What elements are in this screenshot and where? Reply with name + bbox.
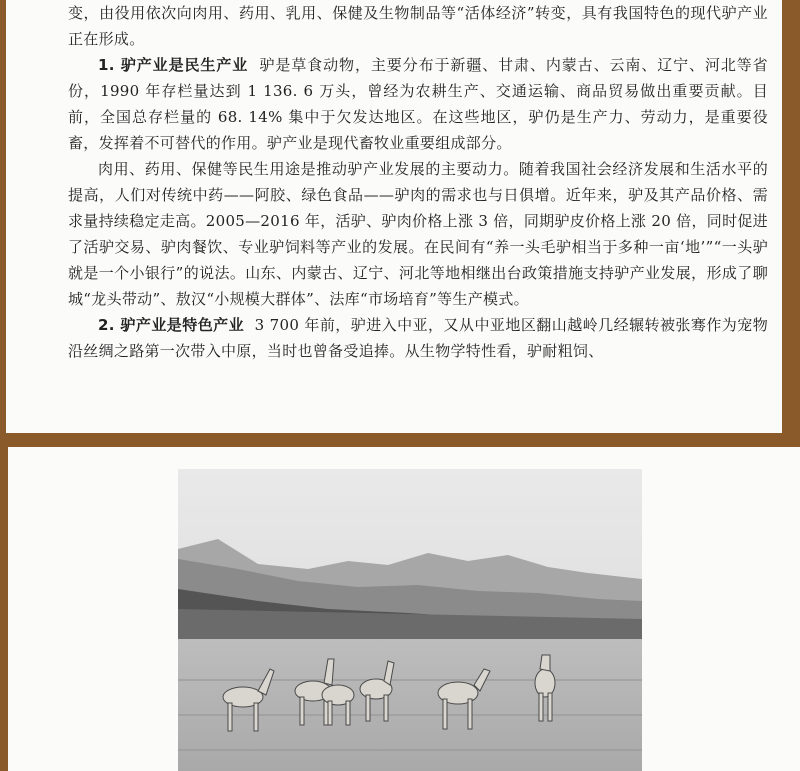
paragraph-4: [68, 312, 768, 364]
paragraph-2: [68, 52, 768, 156]
page-text: [68, 0, 768, 364]
paragraph-3: [68, 156, 768, 312]
paragraph-1: [68, 0, 768, 52]
paragraph-body: 变，由役用依次向肉用、药用、乳用、保健及生物制品等“活体经济”转变，具有我国特色的现代驴产业正在形成。: [68, 4, 768, 48]
paragraph-body: 肉用、药用、保健等民生用途是推动驴产业发展的主要动力。随着我国社会经济发展和生活水平的提高，人们对传统中药——阿胶、绿色食品——驴肉的需求也与日俱增。近年来，驴及其产品价格、需求量持续稳定走高。2005—2016 年，活驴、驴肉价格上涨 3 倍，同期驴皮价格上涨 20 倍，同时促进了活驴交易、驴肉餐饮、专业驴饲料等产业的发展。在民间有“养一头毛驴相当于多种一亩‘地’”“一头驴就是一个小银行”的说法。山东、内蒙古、辽宁、河北等地相继出台政策措施支持驴产业发展，形成了聊城“龙头带动”、敖汉“小规模大群体”、法库“市场培育”等生产模式。: [68, 160, 768, 308]
book-page-top: [6, 0, 782, 433]
paragraph-body: 驴是草食动物，主要分布于新疆、甘肃、内蒙古、云南、辽宁、河北等省份，1990 年存栏量达到 1 136. 6 万头，曾经为农耕生产、交通运输、商品贸易做出重要贡献。目前，全国总存栏量的 68. 14% 集中于欠发达地区。在这些地区，驴仍是生产力、劳动力，是重要役畜，发挥着不可替代的作用。驴产业是现代畜牧业重要组成部分。: [68, 56, 768, 152]
paragraph-body: 3 700 年前，驴进入中亚，又从中亚地区翻山越岭几经辗转被张骞作为宠物沿丝绸之路第一次带入中原，当时也曾备受追捧。从生物学特性看，驴耐粗饲、: [68, 316, 768, 360]
donkeys-on-steppe-photo: [178, 469, 642, 771]
paragraph-heading: 1. 驴产业是民生产业: [98, 56, 249, 74]
paragraph-heading: 2. 驴产业是特色产业: [98, 316, 245, 334]
book-page-bottom: [8, 447, 800, 771]
